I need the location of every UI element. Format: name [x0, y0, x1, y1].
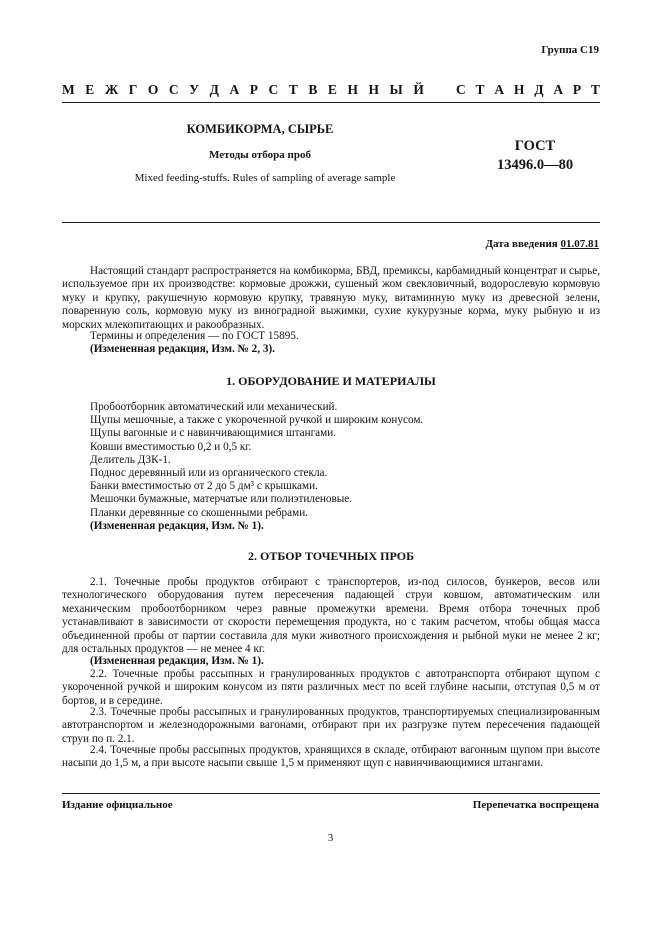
clause-2-4: 2.4. Точечные пробы рассыпных продуктов, хранящихся в складе, отбирают вагонным щупом при высоте насыпи до 1,5 м, а при высоте насыпи свыше 1,5 м применяют щуп с навинчивающимися штангами.: [62, 744, 600, 770]
group-code: Группа С19: [541, 44, 599, 56]
gost-designation: [470, 137, 600, 175]
gost-number: 13496.0—80: [496, 157, 574, 173]
intro-amendment: (Измененная редакция, Изм. № 2, 3).: [90, 343, 275, 355]
clause-2-3: 2.3. Точечные пробы рассыпных и гранулированных продуктов, транспортируемых специализированным автотранспортом и железнодорожными вагонами, отбирают при их разгрузке путем пересечения падающей струи по п. 2.1.: [62, 706, 600, 745]
gost-label: ГОСТ: [514, 138, 556, 154]
page-number: 3: [327, 832, 334, 844]
document-title: КОМБИКОРМА, СЫРЬЕ: [186, 122, 334, 136]
interstate-standard-heading: [62, 82, 600, 98]
list-item: Ковши вместимостью 0,2 и 0,5 кг.: [90, 440, 252, 453]
footer-rule: [62, 793, 600, 794]
list-item: Планки деревянные со скошенными ребрами.: [90, 506, 308, 519]
footer-official-edition: Издание официальное: [62, 799, 173, 811]
list-item: Делитель ДЗК-1.: [90, 453, 171, 466]
heading-word-standard: С Т А Н Д А Р Т: [456, 82, 600, 97]
terms-line: Термины и определения — по ГОСТ 15895.: [90, 330, 299, 342]
top-rule: [62, 102, 600, 103]
section-1-heading: 1. ОБОРУДОВАНИЕ И МАТЕРИАЛЫ: [226, 374, 436, 388]
list-item: Поднос деревянный или из органического стекла.: [90, 467, 328, 480]
introduction-date: [485, 238, 599, 250]
clause-2-1-amendment: (Измененная редакция, Изм. № 1).: [90, 655, 264, 667]
clause-2-1: 2.1. Точечные пробы продуктов отбирают с транспортеров, из-под силосов, бункеров, весов или технологического оборудования путем пересечения падающей струи ковшом, автоматическим или механическим пробоотборником через равные промежутки времени. Время отбора точечных проб устанавливают в зависимости от скорости перемещения продукта, но с таким расчетом, чтобы общая масса объединенной пробы от партии составила для муки животного происхождения и рыбной муки не менее 2 кг; для остальных продуктов — не менее 4 кг.: [62, 576, 600, 656]
clause-2-2: 2.2. Точечные пробы рассыпных и гранулированных продуктов с автотранспорта отбирают щупом с укороченной ручкой и широким конусом из пяти различных мест по всей глубине насыпи, отступая 0,5 м от бортов, и в середине.: [62, 668, 600, 707]
section-1-amendment: (Измененная редакция, Изм. № 1).: [90, 519, 264, 532]
heading-word-interstate: М Е Ж Г О С У Д А Р С Т В Е Н Н Ы Й: [62, 82, 424, 97]
document-subtitle: Методы отбора проб: [209, 149, 311, 161]
equipment-list: [90, 401, 423, 533]
date-label: Дата введения: [485, 238, 558, 250]
list-item: Пробоотборник автоматический или механический.: [90, 401, 338, 413]
section-2-heading: 2. ОТБОР ТОЧЕЧНЫХ ПРОБ: [248, 549, 414, 563]
list-item: Мешочки бумажные, матерчатые или полиэтиленовые.: [90, 493, 353, 506]
date-value: 01.07.81: [560, 238, 599, 250]
intro-paragraph: Настоящий стандарт распространяется на комбикорма, БВД, премиксы, карбамидный концентрат и сырье, используемое при их производстве: кормовые дрожжи, сушеный жом свекловичный, водорослевую кормовую муку и крупку, ракушечную кормовую крупку, травяную муку, витаминную муку из древесной зелени, поваренную соль, кормовую муку из виноградной выжимки, сухие кукурузные корма, муку рыбную и из морских млекопитающих и ракообразных.: [62, 265, 600, 331]
title-rule: [62, 222, 600, 223]
list-item: Щупы вагонные и с навинчивающимися штангами.: [90, 427, 336, 440]
list-item: Щупы мешочные, а также с укороченной ручкой и широким конусом.: [90, 414, 424, 427]
list-item: Банки вместимостью от 2 до 5 дм³ с крышками.: [90, 480, 318, 493]
footer-reprint-prohibited: Перепечатка воспрещена: [472, 799, 599, 811]
english-title: Mixed feeding-stuffs. Rules of sampling of average sample: [134, 172, 396, 184]
